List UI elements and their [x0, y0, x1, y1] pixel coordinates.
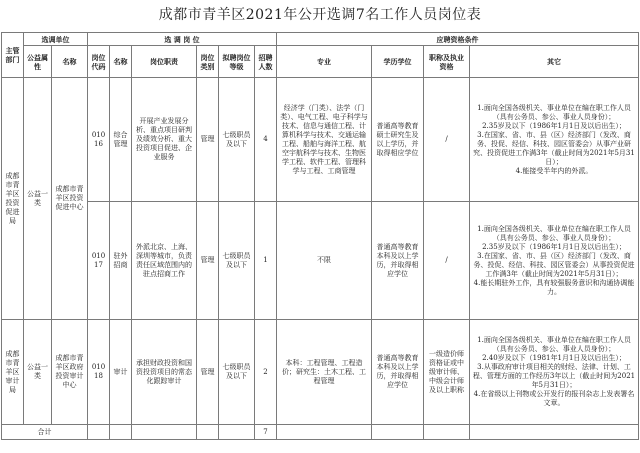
position-major: 不限	[277, 202, 372, 320]
other-item: 2.35岁及以下（1986年1月1日及以后出生）；	[482, 242, 626, 251]
unit-dept: 成都市青羊区投资促进局	[2, 78, 24, 320]
header-qual-group: 应聘资格条件	[277, 33, 639, 46]
position-other	[470, 320, 639, 425]
position-duty: 开展产业发展分析、重点项目研判及绩效分析、重大投资项目促进、企业服务	[132, 78, 197, 202]
position-major: 经济学（门类）、法学（门类）、电气工程、电子科学与技术、信息与通信工程、计算机科学与技术、交通运输工程、船舶与海洋工程、航空宇航科学与技术、生物医学工程、软件工程、管理科学与工程、工商管理	[277, 78, 372, 202]
header-title-cert: 职称及执业资格	[424, 46, 470, 78]
position-level: 七级职员及以下	[219, 202, 255, 320]
unit-type: 公益一类	[24, 78, 52, 320]
position-title-cert: /	[424, 78, 470, 202]
position-duty: 承担财政投资和国资投资项目的常态化跟踪审计	[132, 320, 197, 425]
other-item: 4.在省级以上刊物或公开发行的报刊杂志上发表署名文章。	[473, 390, 635, 407]
position-name: 综合管理	[110, 78, 132, 202]
position-other	[470, 78, 639, 202]
unit-dept: 成都市青羊区审计局	[2, 320, 24, 425]
other-item: 4.能长期驻外工作，具有较强服务意识和沟通协调能力。	[473, 278, 635, 296]
position-name: 驻外招商	[110, 202, 132, 320]
position-code: 01018	[88, 320, 110, 425]
page-title: 成都市青羊区2021年公开选调7名工作人员岗位表	[158, 7, 482, 23]
position-other	[470, 202, 639, 320]
other-item: 2.40岁及以下（1981年1月1日及以后出生）；	[482, 354, 626, 362]
header-unit-group: 选调单位	[24, 33, 88, 46]
position-title-cert: /	[424, 202, 470, 320]
header-row-2	[2, 46, 639, 78]
header-position-group: 选 调 岗 位	[88, 33, 277, 46]
header-duty: 岗位职责	[132, 46, 197, 78]
total-label: 合计	[2, 425, 88, 440]
position-name: 审计	[110, 320, 132, 425]
header-dept: 主管部门	[2, 33, 24, 78]
header-count: 招聘人数	[255, 46, 277, 78]
other-item: 3.在国家、省、市、县（区）经济部门（发改、商务、投促、经信、科技、园区管委会）从事产业研究、投资促进工作满3年（截止时间为2021年5月31日）；	[473, 130, 635, 166]
table-row	[2, 78, 639, 202]
header-pos-code: 岗位代码	[88, 46, 110, 78]
position-level: 七级职员及以下	[219, 320, 255, 425]
position-table	[1, 32, 639, 440]
other-item: 3.在国家、省、市、县（区）经济部门（发改、商务、投促、经信、科技、园区管委会）从事投资促进工作满3年（截止时间为2021年5月31日）；	[473, 251, 635, 278]
position-count: 4	[255, 78, 277, 202]
other-item: 1.面向全国各级机关、事业单位在编在职工作人员（具有公务员、参公、事业人员身份）；	[477, 336, 631, 353]
header-pos-category: 岗位类别	[197, 46, 219, 78]
position-category: 管理	[197, 320, 219, 425]
position-code: 01016	[88, 78, 110, 202]
position-level: 七级职员及以下	[219, 78, 255, 202]
header-row-1	[2, 33, 639, 46]
position-category: 管理	[197, 202, 219, 320]
position-count: 2	[255, 320, 277, 425]
total-row	[2, 425, 639, 440]
unit-type: 公益一类	[24, 320, 52, 425]
unit-name: 成都市青羊区投资促进中心	[52, 78, 88, 320]
position-education: 普通高等教育硕士研究生及以上学历，并取得相应学位	[372, 78, 424, 202]
position-education: 普通高等教育本科及以上学历，并取得相应学位	[372, 202, 424, 320]
position-title-cert: 一级造价师资格证或中级审计师、中级会计师及以上职称	[424, 320, 470, 425]
table-row	[2, 202, 639, 320]
unit-name: 成都市青羊区政府投资审计中心	[52, 320, 88, 425]
position-category: 管理	[197, 78, 219, 202]
header-unit-name: 名称	[52, 46, 88, 78]
position-count: 1	[255, 202, 277, 320]
position-education: 普通高等教育本科及以上学历，并取得相应学位	[372, 320, 424, 425]
header-major: 专业	[277, 46, 372, 78]
other-item: 1.面向全国各级机关、事业单位在编在职工作人员（具有公务员、参公、事业人员身份）；	[477, 103, 631, 121]
other-item: 2.35岁及以下（1986年1月1日及以后出生）；	[482, 121, 626, 130]
header-level: 拟聘岗位等级	[219, 46, 255, 78]
position-duty: 外派北京、上海、深圳等城市，负责责任区域范围内的驻点招商工作	[132, 202, 197, 320]
other-item: 4.能接受半年内的外派。	[515, 166, 593, 175]
other-item: 1.面向全国各级机关、事业单位在编在职工作人员（具有公务员、参公、事业人员身份）；	[477, 224, 631, 242]
table-row	[2, 320, 639, 425]
other-item: 3.从事政府审计项目相关的财经、法律、计划、工程、管理方面的工作经历3年以上（截止时间为2021年5月31日）；	[472, 363, 636, 389]
position-code: 01017	[88, 202, 110, 320]
header-pos-name: 名称	[110, 46, 132, 78]
total-count: 7	[255, 425, 277, 440]
header-education: 学历学位	[372, 46, 424, 78]
header-unit-type: 公益属性	[24, 46, 52, 78]
header-other: 其它	[470, 46, 639, 78]
position-major: 本科：工程管理、工程造价；研究生：土木工程、工程管理	[277, 320, 372, 425]
